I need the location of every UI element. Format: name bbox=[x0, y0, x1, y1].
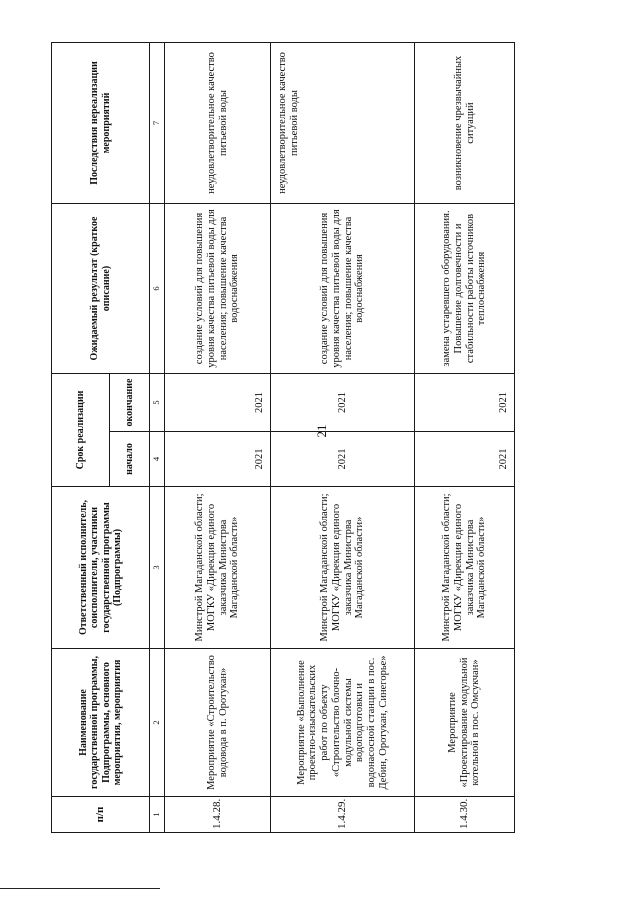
row-start: 2021 bbox=[271, 432, 415, 487]
row-start: 2021 bbox=[165, 432, 271, 487]
row-expected: создание условий для повышения уровня качества питьевой воды для населения; повышение качества водоснабжения bbox=[165, 204, 271, 374]
row-end: 2021 bbox=[271, 374, 415, 432]
table-row bbox=[415, 43, 515, 833]
row-name: Мероприятие «Выполнение проектно-изыскательских работ по объекту «Строительство блочно-модульной системы водоподготовки и водонасосной станции в пос. Дебин, Оротукан, Синегорье» bbox=[271, 649, 415, 797]
row-responsible: Минстрой Магаданской области; МОГКУ «Дирекция единого заказчика Министрва Магаданской области» bbox=[415, 487, 515, 649]
column-number-row bbox=[150, 43, 165, 833]
rotated-table-wrapper bbox=[51, 43, 510, 833]
row-number: 1.4.28. bbox=[165, 797, 271, 833]
row-number: 1.4.29. bbox=[271, 797, 415, 833]
row-number: 1.4.30. bbox=[415, 797, 515, 833]
footnote-divider bbox=[0, 888, 160, 889]
row-expected: создание условий для повышения уровня качества питьевой воды для населения; повышение качества водоснабжения bbox=[271, 204, 415, 374]
header-consequences: Последствия нереализации мероприятий bbox=[52, 43, 150, 204]
row-name: Мероприятие «Строительство водовода в п. Оротукан» bbox=[165, 649, 271, 797]
column-number: 5 bbox=[150, 374, 165, 432]
row-responsible: Минстрой Магаданской области; МОГКУ «Дирекция единого заказчика Министрва Магаданской области» bbox=[271, 487, 415, 649]
column-number: 6 bbox=[150, 204, 165, 374]
header-pp: п/п bbox=[52, 797, 150, 833]
row-consequences: неудовлетворительное качество питьевой воды bbox=[165, 43, 271, 204]
header-name: Наименование государственной программы, Подпрограммы, основного мероприятия, мероприятия bbox=[52, 649, 150, 797]
column-number: 3 bbox=[150, 487, 165, 649]
program-measures-table bbox=[51, 42, 515, 833]
header-period: Срок реализации bbox=[52, 374, 110, 487]
column-number: 2 bbox=[150, 649, 165, 797]
column-number: 1 bbox=[150, 797, 165, 833]
column-number: 4 bbox=[150, 432, 165, 487]
table-row bbox=[165, 43, 271, 833]
row-consequences: неудовлетворительное качество питьевой воды bbox=[271, 43, 415, 204]
row-responsible: Минстрой Магаданской области; МОГКУ «Дирекция единого заказчика Министрва Магаданской области» bbox=[165, 487, 271, 649]
row-end: 2021 bbox=[165, 374, 271, 432]
row-start: 2021 bbox=[415, 432, 515, 487]
table-row bbox=[271, 43, 415, 833]
header-responsible: Ответственный исполнитель, соисполнители, участники государственной программы (Подпрограммы) bbox=[52, 487, 150, 649]
row-end: 2021 bbox=[415, 374, 515, 432]
page-number: 21 bbox=[314, 424, 329, 438]
column-number: 7 bbox=[150, 43, 165, 204]
row-consequences: возникновение чрезвычайных ситуаций bbox=[415, 43, 515, 204]
header-expected: Ожидаемый результат (краткое описание) bbox=[52, 204, 150, 374]
header-start: начало bbox=[110, 432, 150, 487]
row-name: Мероприятие «Проектирование модульной котельной в пос. Омсукчан» bbox=[415, 649, 515, 797]
row-expected: замена устаревшего оборудования. Повышение долговечности и стабильности работы источников теплоснабжения bbox=[415, 204, 515, 374]
header-end: окончание bbox=[110, 374, 150, 432]
